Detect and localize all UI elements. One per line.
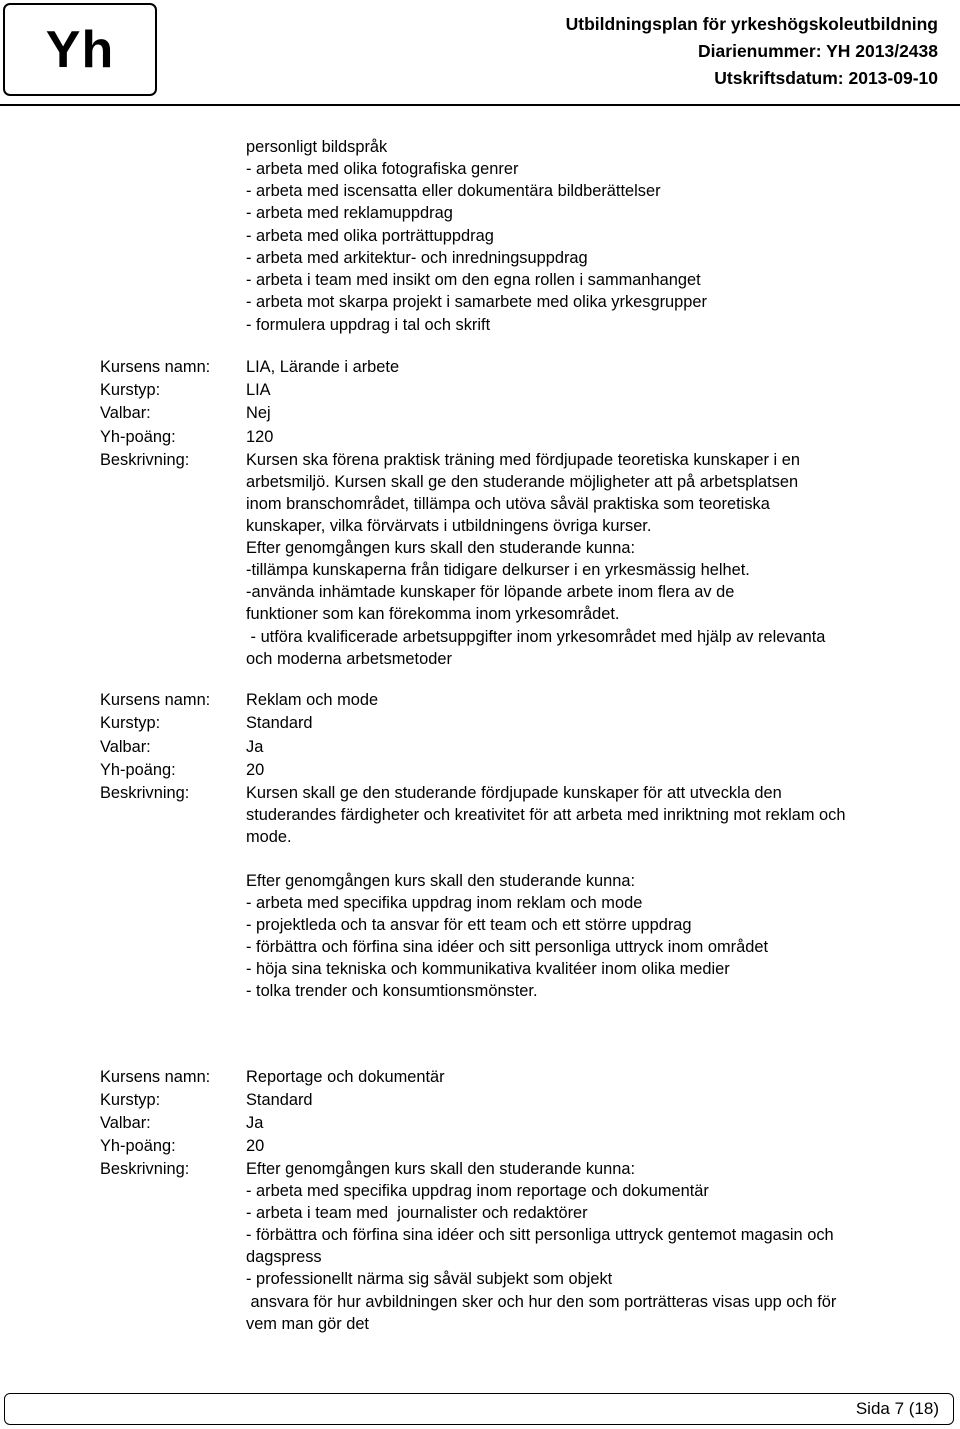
description-line: vem man gör det — [246, 1315, 369, 1333]
intro-line: - arbeta i team med insikt om den egna rollen i sammanhanget — [246, 271, 701, 289]
course-type-label: Kurstyp: — [100, 381, 161, 399]
intro-line: - formulera uppdrag i tal och skrift — [246, 316, 491, 334]
course-description-label: Beskrivning: — [100, 451, 190, 469]
utskriftsdatum: Utskriftsdatum: 2013-09-10 — [714, 68, 938, 88]
course-name-label: Kursens namn: — [100, 691, 211, 709]
course-type: Standard — [246, 1091, 313, 1109]
description-line: - projektleda och ta ansvar för ett team och ett större uppdrag — [246, 916, 692, 934]
course-type-label: Kurstyp: — [100, 1091, 161, 1109]
description-line: Efter genomgången kurs skall den studerande kunna: — [246, 539, 636, 557]
course-description-label: Beskrivning: — [100, 1160, 190, 1178]
course-optional-label: Valbar: — [100, 404, 151, 422]
course-name: Reklam och mode — [246, 691, 379, 709]
course-name: LIA, Lärande i arbete — [246, 358, 400, 376]
page-header — [0, 0, 960, 108]
description-line: Efter genomgången kurs skall den studerande kunna: — [246, 872, 636, 890]
intro-line: - arbeta med olika porträttuppdrag — [246, 227, 494, 245]
description-line: Kursen skall ge den studerande fördjupade kunskaper för att utveckla den — [246, 784, 782, 802]
description-line: kunskaper, vilka förvärvats i utbildningens övriga kurser. — [246, 517, 652, 535]
course-type-label: Kurstyp: — [100, 714, 161, 732]
description-line: funktioner som kan förekomma inom yrkesområdet. — [246, 605, 620, 623]
description-line: mode. — [246, 828, 292, 846]
intro-line: - arbeta med reklamuppdrag — [246, 204, 453, 222]
logo-text: Yh — [45, 20, 115, 79]
description-line: Kursen ska förena praktisk träning med fördjupade teoretiska kunskaper i en — [246, 451, 800, 469]
description-line: - arbeta med specifika uppdrag inom reportage och dokumentär — [246, 1182, 709, 1200]
description-line: inom branschområdet, tillämpa och utöva såväl praktiska som teoretiska — [246, 495, 770, 513]
description-line: - förbättra och förfina sina idéer och sitt personliga uttryck inom området — [246, 938, 769, 956]
description-line: - utföra kvalificerade arbetsuppgifter inom yrkesområdet med hjälp av relevanta — [246, 628, 826, 646]
header-divider — [0, 104, 960, 106]
description-line: - höja sina tekniska och kommunikativa kvalitéer inom olika medier — [246, 960, 730, 978]
diarienummer: Diarienummer: YH 2013/2438 — [698, 41, 938, 61]
course-points-label: Yh-poäng: — [100, 428, 176, 446]
course-name-label: Kursens namn: — [100, 358, 211, 376]
course-type: LIA — [246, 381, 271, 399]
course-description-label: Beskrivning: — [100, 784, 190, 802]
description-line: - förbättra och förfina sina idéer och sitt personliga uttryck gentemot magasin och — [246, 1226, 834, 1244]
course-name-label: Kursens namn: — [100, 1068, 211, 1086]
course-points-label: Yh-poäng: — [100, 1137, 176, 1155]
description-line: ansvara för hur avbildningen sker och hur den som porträtteras visas upp och för — [246, 1293, 837, 1311]
header-info — [566, 11, 938, 92]
description-line: - arbeta med specifika uppdrag inom reklam och mode — [246, 894, 643, 912]
document-title: Utbildningsplan för yrkeshögskoleutbildning — [565, 14, 938, 34]
description-line: och moderna arbetsmetoder — [246, 650, 452, 668]
course-points: 20 — [246, 1137, 265, 1155]
page-number: Sida 7 (18) — [855, 1399, 939, 1418]
yh-logo — [3, 3, 157, 96]
intro-line: personligt bildspråk — [246, 138, 388, 156]
description-line: - tolka trender och konsumtionsmönster. — [246, 982, 538, 1000]
intro-line: - arbeta med olika fotografiska genrer — [246, 160, 519, 178]
description-line: studerandes färdigheter och kreativitet för att arbeta med inriktning mot reklam och — [246, 806, 846, 824]
description-line: - arbeta i team med journalister och redaktörer — [246, 1204, 588, 1222]
course-type: Standard — [246, 714, 313, 732]
page-footer — [4, 1393, 954, 1425]
intro-line: - arbeta med iscensatta eller dokumentära bildberättelser — [246, 182, 661, 200]
course-name: Reportage och dokumentär — [246, 1068, 445, 1086]
description-line: Efter genomgången kurs skall den studerande kunna: — [246, 1160, 636, 1178]
course-optional-label: Valbar: — [100, 1114, 151, 1132]
course-points: 20 — [246, 761, 265, 779]
intro-line: - arbeta med arkitektur- och inredningsuppdrag — [246, 249, 588, 267]
course-points: 120 — [246, 428, 274, 446]
description-line: dagspress — [246, 1248, 322, 1266]
course-optional: Nej — [246, 404, 271, 422]
course-optional-label: Valbar: — [100, 738, 151, 756]
description-line: -tillämpa kunskaperna från tidigare delkurser i en yrkesmässig helhet. — [246, 561, 750, 579]
course-optional: Ja — [246, 738, 264, 756]
course-optional: Ja — [246, 1114, 264, 1132]
course-points-label: Yh-poäng: — [100, 761, 176, 779]
intro-line: - arbeta mot skarpa projekt i samarbete med olika yrkesgrupper — [246, 293, 707, 311]
description-line: arbetsmiljö. Kursen skall ge den studerande möjligheter att på arbetsplatsen — [246, 473, 799, 491]
description-line: -använda inhämtade kunskaper för löpande arbete inom flera av de — [246, 583, 735, 601]
description-line: - professionellt närma sig såväl subjekt som objekt — [246, 1270, 613, 1288]
